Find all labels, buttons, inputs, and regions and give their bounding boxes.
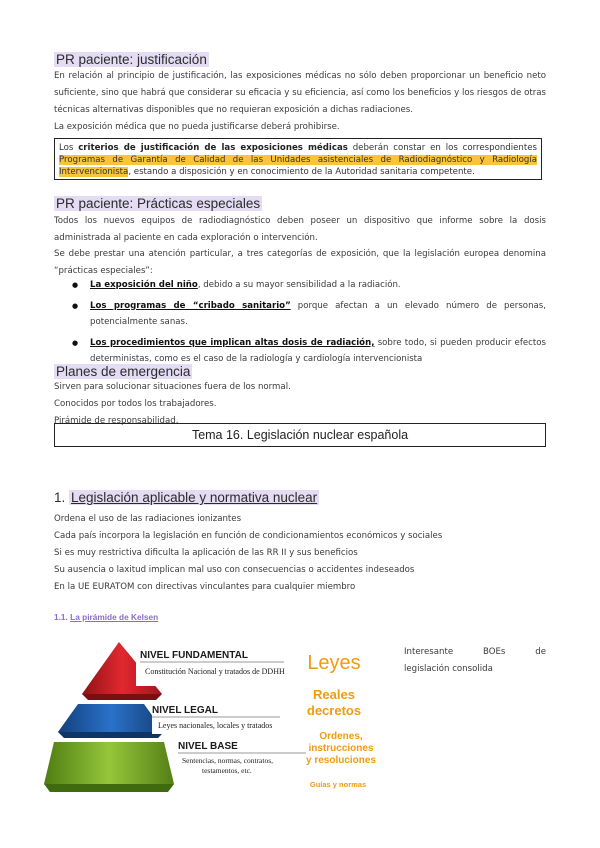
- pyramid-label-desc: Sentencias, normas, contratos,: [182, 756, 274, 765]
- pyramid-label-title: NIVEL FUNDAMENTAL: [140, 650, 248, 661]
- heading-legislacion: 1. Legislación aplicable y normativa nuclear: [54, 490, 318, 505]
- subheading-kelsen: 1.1. La pirámide de Kelsen: [54, 612, 159, 622]
- paragraph-categorias: Se debe prestar una atención particular, a tres categorías de exposición, que la legislación europea denomina “prácticas especiales”:: [54, 249, 546, 276]
- legislation-line: Si es muy restrictiva dificulta la aplicación de las RR II y sus beneficios: [54, 548, 358, 558]
- label-ordenes: Ordenes, instrucciones y resoluciones: [305, 731, 377, 766]
- paragraph-equipos: Todos los nuevos equipos de radiodiagnóstico deben poseer un dispositivo que informe sobre la dosis administrada al paciente en cada exploración o intervención.: [54, 216, 546, 243]
- kelsen-pyramid: [44, 632, 334, 802]
- emergency-line: Pirámide de responsabilidad.: [54, 416, 179, 426]
- pyramid-label-desc: Constitución Nacional y tratados de DDHH: [145, 667, 285, 676]
- label-leyes: Leyes: [307, 652, 361, 674]
- paragraph-justificacion: En relación al principio de justificación, las exposiciones médicas no sólo deben proporcionar un beneficio neto suficiente, sino que habrá que considerar su eficacia y su eficiencia, así como los beneficios y los riesgos de otras técnicas alternativas disponibles que no requieran exposición a dichas radiaciones.: [54, 71, 546, 115]
- emergency-line: Sirven para solucionar situaciones fuera de los normal.: [54, 382, 291, 392]
- criteria-bold: criterios de justificación de las exposiciones médicas: [78, 143, 348, 153]
- emergency-line: Conocidos por todos los trabajadores.: [54, 399, 217, 409]
- special-practices-list: [54, 277, 546, 372]
- chapter-title: Tema 16. Legislación nuclear española: [54, 423, 546, 447]
- pyramid-label-title: NIVEL BASE: [178, 741, 238, 752]
- criteria-box: Los criterios de justificación de las exposiciones médicas deberán constar en los correspondientes Programas de Garantía de Calidad de las Unidades asistenciales de Radiodiagnóstico y Radiología Intervencionista, estando a disposición y en conocimiento de la Autoridad sanitaria competente.: [54, 138, 542, 180]
- label-reales-decretos: Reales decretos: [306, 687, 362, 718]
- pyramid-level-base: [44, 742, 174, 784]
- heading-justificacion: PR paciente: justificación: [56, 52, 207, 67]
- quality-program-highlight: Programas de Garantía de Calidad de las Unidades asistenciales de Radiodiagnóstico y Radiología Intervencionista: [59, 155, 537, 177]
- pyramid-level-legal: [58, 704, 164, 732]
- label-guias: Guías y normas: [309, 780, 367, 789]
- aside-boes: Interesante BOEs de legislación consolida: [404, 647, 546, 674]
- legislation-line: Cada país incorpora la legislación en función de condicionamientos económicos y sociales: [54, 531, 443, 541]
- pyramid-label-title: NIVEL LEGAL: [152, 705, 218, 716]
- legislation-line: Su ausencia o laxitud implican mal uso con consecuencias o accidentes indeseados: [54, 565, 415, 575]
- heading-practicas-especiales: PR paciente: Prácticas especiales: [56, 196, 261, 211]
- heading-planes-emergencia: Planes de emergencia: [56, 364, 191, 379]
- list-item: ● Los programas de “cribado sanitario” porque afectan a un elevado número de personas, potencialmente sanas.: [54, 298, 546, 331]
- paragraph-prohibicion: La exposición médica que no pueda justificarse deberá prohibirse.: [54, 122, 340, 132]
- pyramid-label-desc: testamentos, etc.: [202, 766, 252, 775]
- list-item: ● Los procedimientos que implican altas dosis de radiación, sobre todo, si pueden producir efectos deterministas, como es el caso de la radiología y cardiología intervencionista: [54, 335, 546, 368]
- pyramid-label-desc: Leyes nacionales, locales y tratados: [158, 721, 273, 730]
- legislation-line: Ordena el uso de las radiaciones ionizantes: [54, 514, 242, 524]
- legislation-line: En la UE EURATOM con directivas vinculantes para cualquier miembro: [54, 582, 356, 592]
- list-item: ● La exposición del niño, debido a su mayor sensibilidad a la radiación.: [54, 277, 546, 294]
